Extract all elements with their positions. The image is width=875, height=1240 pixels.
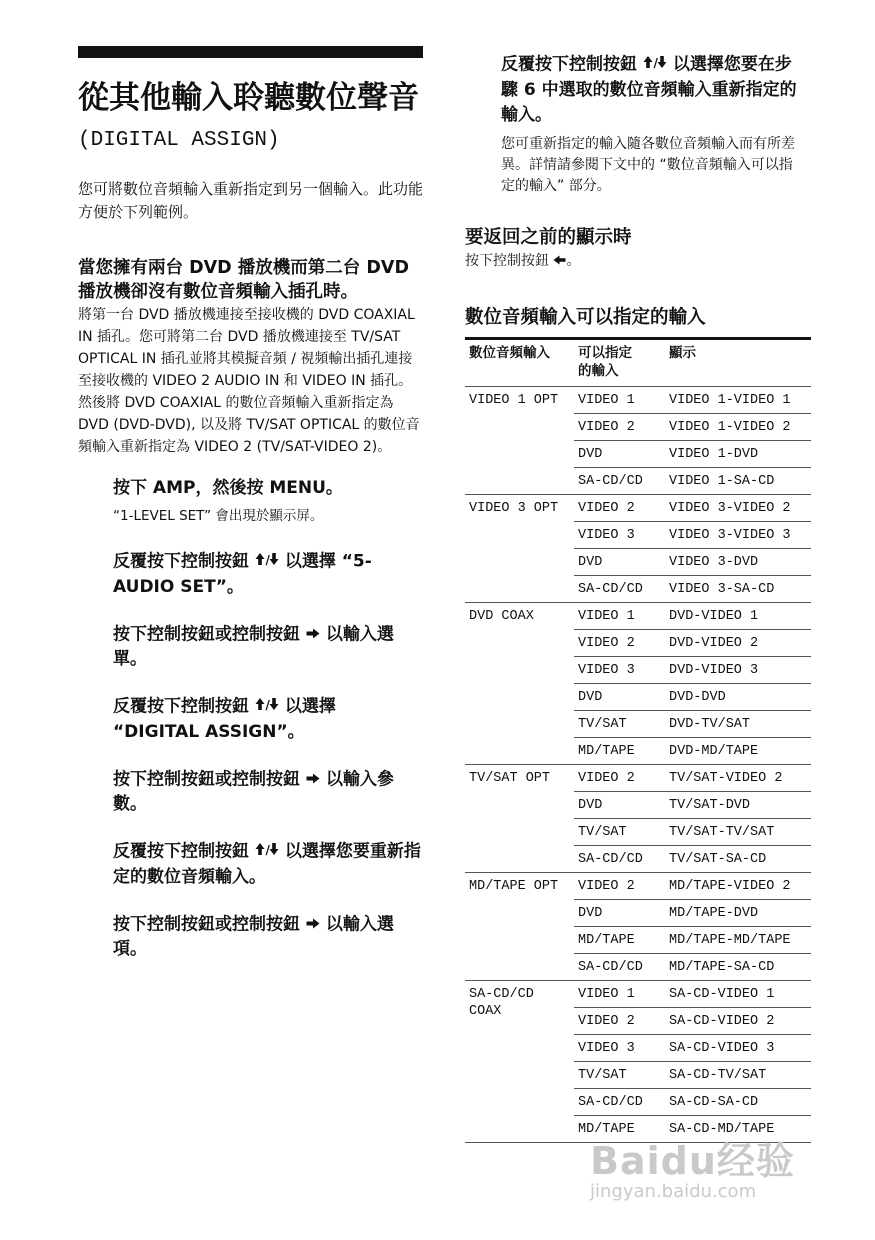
assignable-input-cell: VIDEO 2 bbox=[574, 764, 665, 791]
step-text-pre: 按下控制按鈕或控制按鈕 bbox=[113, 769, 306, 789]
display-cell: MD/TAPE-VIDEO 2 bbox=[665, 872, 811, 899]
display-cell: VIDEO 1-DVD bbox=[665, 440, 811, 467]
assignable-input-cell: VIDEO 2 bbox=[574, 1007, 665, 1034]
display-cell: VIDEO 3-SA-CD bbox=[665, 575, 811, 602]
display-cell: DVD-TV/SAT bbox=[665, 710, 811, 737]
step-text-post: 以選擇您要重新指定的數位音頻輸入。 bbox=[113, 841, 421, 887]
display-cell: SA-CD-SA-CD bbox=[665, 1088, 811, 1115]
display-cell: VIDEO 3-DVD bbox=[665, 548, 811, 575]
display-cell: VIDEO 3-VIDEO 3 bbox=[665, 521, 811, 548]
display-cell: SA-CD-VIDEO 3 bbox=[665, 1034, 811, 1061]
assignable-input-cell: VIDEO 2 bbox=[574, 494, 665, 521]
right-arrow-icon bbox=[306, 622, 320, 647]
header-display: 顯示 bbox=[665, 340, 811, 387]
table-row bbox=[465, 494, 811, 521]
page-subtitle: (DIGITAL ASSIGN) bbox=[78, 129, 280, 152]
watermark-logo: Baidu经验 bbox=[590, 1139, 795, 1183]
assignable-input-cell: MD/TAPE bbox=[574, 926, 665, 953]
display-cell: DVD-VIDEO 3 bbox=[665, 656, 811, 683]
step-8-title bbox=[501, 52, 801, 128]
display-cell: SA-CD-VIDEO 1 bbox=[665, 980, 811, 1007]
display-cell: TV/SAT-SA-CD bbox=[665, 845, 811, 872]
step-4 bbox=[113, 694, 423, 745]
assign-table bbox=[465, 340, 811, 1143]
display-cell: VIDEO 1-VIDEO 1 bbox=[665, 386, 811, 413]
watermark-url: jingyan.baidu.com bbox=[590, 1181, 757, 1202]
example-heading: 當您擁有兩台 DVD 播放機而第二台 DVD 播放機卻沒有數位音頻輸入插孔時。 bbox=[78, 258, 409, 302]
right-arrow-icon bbox=[306, 767, 320, 792]
step-6 bbox=[113, 839, 423, 890]
step-text-post: 以選擇 “DIGITAL ASSIGN”。 bbox=[113, 696, 336, 742]
display-cell: SA-CD-VIDEO 2 bbox=[665, 1007, 811, 1034]
up-down-arrows-icon bbox=[255, 694, 279, 719]
step-6-title bbox=[113, 839, 423, 890]
left-arrow-icon bbox=[553, 251, 566, 271]
step-1 bbox=[113, 476, 423, 527]
assignable-input-cell: MD/TAPE bbox=[574, 1115, 665, 1142]
display-cell: SA-CD-TV/SAT bbox=[665, 1061, 811, 1088]
assignable-input-cell: SA-CD/CD bbox=[574, 845, 665, 872]
assignable-input-cell: DVD bbox=[574, 899, 665, 926]
assignable-input-cell: TV/SAT bbox=[574, 818, 665, 845]
up-down-arrows-icon bbox=[255, 549, 279, 574]
watermark bbox=[590, 1130, 795, 1202]
example-body-2: 然後將 DVD COAXIAL 的數位音頻輸入重新指定為 DVD (DVD-DVD), 以及將 TV/SAT OPTICAL 的數位音頻輸入重新指定為 VIDEO 2 (TV/SAT-VIDEO 2)。 bbox=[78, 395, 420, 455]
assignable-input-cell: SA-CD/CD bbox=[574, 467, 665, 494]
step-text-pre: 按下控制按鈕或控制按鈕 bbox=[113, 914, 306, 934]
display-cell: VIDEO 1-SA-CD bbox=[665, 467, 811, 494]
step-8-text-pre: 反覆按下控制按鈕 bbox=[501, 54, 643, 75]
step-7-title bbox=[113, 912, 423, 963]
step-text-pre: 按下控制按鈕或控制按鈕 bbox=[113, 624, 306, 644]
right-column bbox=[465, 52, 811, 1143]
step-5-title bbox=[113, 767, 423, 818]
display-cell: DVD-VIDEO 2 bbox=[665, 629, 811, 656]
digital-input-cell: SA-CD/CD COAX bbox=[465, 980, 574, 1142]
table-row bbox=[465, 764, 811, 791]
step-5 bbox=[113, 767, 423, 818]
assignable-input-cell: SA-CD/CD bbox=[574, 953, 665, 980]
display-cell: SA-CD-MD/TAPE bbox=[665, 1115, 811, 1142]
left-column bbox=[78, 46, 423, 984]
display-cell: MD/TAPE-DVD bbox=[665, 899, 811, 926]
step-3 bbox=[113, 622, 423, 673]
table-row bbox=[465, 872, 811, 899]
return-text bbox=[465, 251, 811, 271]
assignable-input-cell: VIDEO 2 bbox=[574, 413, 665, 440]
digital-input-cell: MD/TAPE OPT bbox=[465, 872, 574, 980]
display-cell: TV/SAT-VIDEO 2 bbox=[665, 764, 811, 791]
assignable-input-cell: TV/SAT bbox=[574, 710, 665, 737]
assignable-input-cell: SA-CD/CD bbox=[574, 575, 665, 602]
table-title: 數位音頻輸入可以指定的輸入 bbox=[465, 306, 706, 328]
assignable-input-cell: VIDEO 1 bbox=[574, 980, 665, 1007]
display-cell: DVD-VIDEO 1 bbox=[665, 602, 811, 629]
table-header-row bbox=[465, 340, 811, 387]
display-cell: MD/TAPE-SA-CD bbox=[665, 953, 811, 980]
assignable-input-cell: VIDEO 3 bbox=[574, 1034, 665, 1061]
step-8-note: 您可重新指定的輸入隨各數位音頻輸入而有所差異。詳情請參閱下文中的 “數位音頻輸入可以指定的輸入” 部分。 bbox=[501, 135, 795, 194]
display-cell: DVD-MD/TAPE bbox=[665, 737, 811, 764]
up-down-arrows-icon bbox=[255, 839, 279, 864]
svg-text:/: / bbox=[653, 56, 658, 69]
display-cell: VIDEO 1-VIDEO 2 bbox=[665, 413, 811, 440]
assignable-input-cell: VIDEO 1 bbox=[574, 386, 665, 413]
assignable-input-cell: MD/TAPE bbox=[574, 737, 665, 764]
header-digital-input: 數位音頻輸入 bbox=[465, 340, 574, 387]
display-cell: TV/SAT-TV/SAT bbox=[665, 818, 811, 845]
digital-input-cell: VIDEO 1 OPT bbox=[465, 386, 574, 494]
assignable-input-cell: TV/SAT bbox=[574, 1061, 665, 1088]
step-text-pre: 反覆按下控制按鈕 bbox=[113, 696, 255, 717]
display-cell: MD/TAPE-MD/TAPE bbox=[665, 926, 811, 953]
step-2 bbox=[113, 549, 423, 600]
step-8-text-post: 以選擇您要在步驟 6 中選取的數位音頻輸入重新指定的輸入。 bbox=[501, 54, 797, 125]
step-text-post: 以輸入參數。 bbox=[113, 769, 394, 814]
step-3-title bbox=[113, 622, 423, 673]
step-7 bbox=[113, 912, 423, 963]
steps-list bbox=[113, 476, 423, 962]
step-text-post: 以選擇 “5-AUDIO SET”。 bbox=[113, 551, 372, 597]
assignable-input-cell: DVD bbox=[574, 548, 665, 575]
svg-text:/: / bbox=[265, 553, 270, 566]
table-body bbox=[465, 386, 811, 1142]
display-cell: DVD-DVD bbox=[665, 683, 811, 710]
assignable-input-cell: VIDEO 3 bbox=[574, 656, 665, 683]
step-text-post: 以輸入選項。 bbox=[113, 914, 394, 959]
assignable-input-cell: VIDEO 2 bbox=[574, 872, 665, 899]
up-down-arrows-icon bbox=[643, 52, 667, 77]
assignable-input-cell: SA-CD/CD bbox=[574, 1088, 665, 1115]
step-1-title bbox=[113, 476, 423, 501]
svg-text:/: / bbox=[265, 843, 270, 856]
return-section bbox=[465, 225, 811, 271]
digital-input-cell: TV/SAT OPT bbox=[465, 764, 574, 872]
assignable-input-cell: DVD bbox=[574, 683, 665, 710]
digital-input-cell: VIDEO 3 OPT bbox=[465, 494, 574, 602]
svg-text:/: / bbox=[265, 698, 270, 711]
step-4-title bbox=[113, 694, 423, 745]
example-body-1: 將第一台 DVD 播放機連接至接收機的 DVD COAXIAL IN 插孔。您可將第二台 DVD 播放機連接至 TV/SAT OPTICAL IN 插孔並將其模擬音頻 / 視頻輸出插孔連接至接收機的 VIDEO 2 AUDIO IN 和 VIDEO IN 插孔。 bbox=[78, 307, 415, 389]
intro-paragraph: 您可將數位音頻輸入重新指定到另一個輸入。此功能方便於下列範例。 bbox=[78, 180, 424, 221]
right-arrow-icon bbox=[306, 912, 320, 937]
step-text-pre: 反覆按下控制按鈕 bbox=[113, 551, 255, 572]
return-text-pre: 按下控制按鈕 bbox=[465, 252, 554, 269]
page-title: 從其他輸入聆聽數位聲音 bbox=[78, 80, 419, 116]
table-row bbox=[465, 980, 811, 1007]
assignable-input-cell: VIDEO 3 bbox=[574, 521, 665, 548]
assignable-input-cell: VIDEO 2 bbox=[574, 629, 665, 656]
title-rule bbox=[78, 46, 423, 58]
step-text-pre: 反覆按下控制按鈕 bbox=[113, 841, 255, 862]
step-8 bbox=[501, 52, 801, 197]
table-row bbox=[465, 602, 811, 629]
assignable-input-cell: DVD bbox=[574, 791, 665, 818]
step-2-title bbox=[113, 549, 423, 600]
return-text-post: 。 bbox=[566, 252, 581, 269]
return-heading: 要返回之前的顯示時 bbox=[465, 226, 632, 248]
assignable-input-cell: VIDEO 1 bbox=[574, 602, 665, 629]
display-cell: TV/SAT-DVD bbox=[665, 791, 811, 818]
header-assignable-input: 可以指定的輸入 bbox=[574, 340, 665, 387]
table-row bbox=[465, 386, 811, 413]
step-text-post: 以輸入選單。 bbox=[113, 624, 394, 669]
digital-input-cell: DVD COAX bbox=[465, 602, 574, 764]
step-1-note: “1-LEVEL SET” 會出現於顯示屏。 bbox=[113, 508, 324, 524]
step-text-pre: 按下 AMP，然後按 MENU。 bbox=[113, 478, 343, 498]
display-cell: VIDEO 3-VIDEO 2 bbox=[665, 494, 811, 521]
assignable-input-cell: DVD bbox=[574, 440, 665, 467]
